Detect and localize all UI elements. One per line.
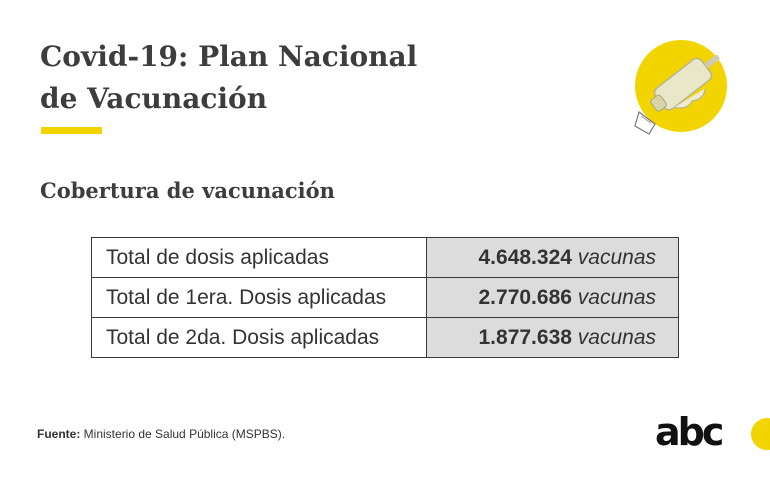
logo-text: abc bbox=[655, 416, 722, 450]
row-value: 4.648.324 bbox=[478, 245, 572, 269]
source-label: Fuente: bbox=[37, 427, 81, 441]
table-row bbox=[92, 318, 679, 358]
source-text: Ministerio de Salud Pública (MSPBS). bbox=[80, 427, 286, 441]
vaccine-syringe-icon bbox=[633, 34, 733, 136]
row-label: Total de 2da. Dosis aplicadas bbox=[92, 318, 427, 358]
row-unit: vacunas bbox=[577, 325, 656, 349]
row-unit: vacunas bbox=[577, 245, 656, 269]
row-value-cell bbox=[427, 278, 679, 318]
row-value: 1.877.638 bbox=[478, 325, 572, 349]
table-row bbox=[92, 278, 679, 318]
row-value: 2.770.686 bbox=[478, 285, 572, 309]
page-title-line-2: de Vacunación bbox=[40, 82, 268, 115]
row-unit: vacunas bbox=[577, 285, 656, 309]
vaccination-coverage-table bbox=[91, 237, 679, 358]
row-value-cell bbox=[427, 318, 679, 358]
page-title-line-1: Covid-19: Plan Nacional bbox=[40, 40, 418, 73]
table-row bbox=[92, 238, 679, 278]
abc-logo-icon bbox=[655, 416, 770, 450]
row-value-cell bbox=[427, 238, 679, 278]
source-note bbox=[37, 427, 285, 441]
section-subtitle: Cobertura de vacunación bbox=[40, 178, 335, 203]
row-label: Total de 1era. Dosis aplicadas bbox=[92, 278, 427, 318]
page-title bbox=[40, 36, 417, 120]
title-underline-accent bbox=[41, 127, 102, 134]
row-label: Total de dosis aplicadas bbox=[92, 238, 427, 278]
